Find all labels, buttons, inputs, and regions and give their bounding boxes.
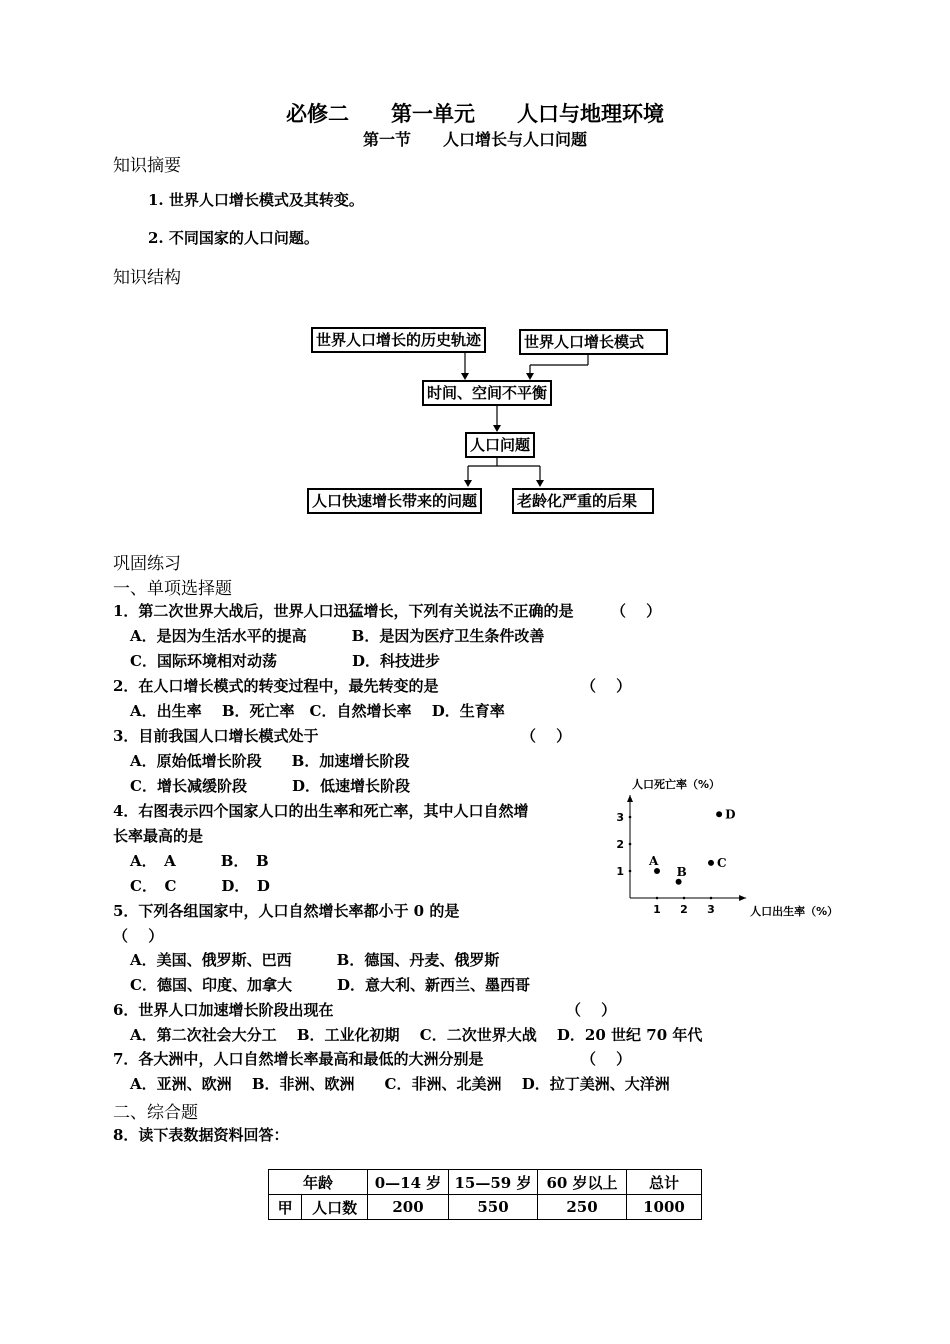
question-6-options: A．第二次社会大分工 B．工业化初期 C．二次世界大战 D．20 世纪 70 年代 [130,1026,703,1044]
table-header-cell: 年龄 [269,1170,368,1195]
x-tick-mark [710,897,713,900]
question-5: 5．下列各组国家中，人口自然增长率都小于 0 的是 [113,902,460,920]
table-cell: 1000 [627,1195,702,1220]
table-cell: 250 [538,1195,627,1220]
data-point [708,860,714,866]
data-point-label: C [717,855,727,870]
x-tick-label: 3 [707,903,715,916]
diagram-box-aging: 老龄化严重的后果 [512,488,654,514]
question-3-options-cd: C．增长减缓阶段 D．低速增长阶段 [130,777,410,795]
table-cell: 200 [368,1195,449,1220]
question-5-options-cd: C．德国、印度、加拿大 D．意大利、新西兰、墨西哥 [130,976,530,994]
question-6: 6．世界人口加速增长阶段出现在 （ ） [113,1001,617,1019]
table-cell: 甲 [269,1195,302,1220]
x-axis-arrow [739,895,746,901]
population-table [268,1169,702,1220]
question-7-options: A．亚洲、欧洲 B．非洲、欧洲 C．非洲、北美洲 D．拉丁美洲、大洋洲 [130,1075,670,1093]
diagram-box-imbalance: 时间、空间不平衡 [422,380,552,406]
section-1-heading: 一、单项选择题 [113,579,232,599]
table-header-row [269,1170,702,1195]
data-point [654,868,660,874]
question-3-options-ab: A．原始低增长阶段 B．加速增长阶段 [130,752,410,770]
question-2: 2．在人口增长模式的转变过程中，最先转变的是 （ ） [113,677,632,695]
question-1: 1．第二次世界大战后，世界人口迅猛增长，下列有关说法不正确的是 （ ） [113,602,662,620]
y-tick-label: 2 [616,838,624,851]
table-header-cell: 0—14 岁 [368,1170,449,1195]
x-tick-label: 1 [653,903,661,916]
y-tick-mark [629,870,632,873]
page-title: 必修二 第一单元 人口与地理环境 [286,101,664,126]
x-tick-mark [656,897,659,900]
diagram-box-problem: 人口问题 [465,432,535,458]
table-header-cell: 15—59 岁 [449,1170,538,1195]
question-7: 7．各大洲中，人口自然增长率最高和最低的大洲分别是 （ ） [113,1050,632,1068]
x-axis-label: 人口出生率（%） [750,905,839,918]
question-4-line-1: 4．右图表示四个国家人口的出生率和死亡率，其中人口自然增 [113,802,529,820]
diagram-box-history: 世界人口增长的历史轨迹 [311,327,486,353]
question-8: 8．读下表数据资料回答： [113,1126,289,1144]
data-point [716,811,722,817]
section-2-heading: 二、综合题 [113,1103,198,1123]
question-1-options-ab: A．是因为生活水平的提高 B．是因为医疗卫生条件改善 [130,627,545,645]
diagram-box-model: 世界人口增长模式 [519,329,668,355]
x-tick-label: 2 [680,903,688,916]
table-header-cell: 总计 [627,1170,702,1195]
question-4-line-2: 长率最高的是 [113,827,204,845]
question-5-options-ab: A．美国、俄罗斯、巴西 B．德国、丹麦、俄罗斯 [130,951,500,969]
practice-heading: 巩固练习 [113,554,181,574]
table-row [269,1195,702,1220]
y-tick-mark [629,843,632,846]
question-5-paren: （ ） [113,927,164,945]
diagram-box-rapid-growth: 人口快速增长带来的问题 [307,488,482,514]
page-subtitle: 第一节 人口增长与人口问题 [362,130,587,149]
table-cell: 人口数 [302,1195,368,1220]
question-1-options-cd: C．国际环境相对动荡 D．科技进步 [130,652,440,670]
question-2-options: A．出生率 B．死亡率 C．自然增长率 D．生育率 [130,702,505,720]
y-tick-mark [629,816,632,819]
data-point-label: B [676,864,687,879]
summary-heading: 知识摘要 [113,156,181,176]
question-4-options-cd: C． C D． D [130,877,270,895]
data-point-label: D [725,807,736,822]
data-point-label: A [649,854,659,868]
birth-death-rate-chart [605,768,865,928]
x-tick-mark [683,897,686,900]
question-4-options-ab: A． A B． B [130,852,269,870]
y-axis-label: 人口死亡率（%） [632,778,721,791]
y-tick-label: 1 [616,865,624,878]
data-point [676,879,682,885]
summary-item-2: 2. 不同国家的人口问题。 [148,229,319,247]
summary-item-1: 1. 世界人口增长模式及其转变。 [148,191,364,209]
question-3: 3．目前我国人口增长模式处于 （ ） [113,727,572,745]
structure-heading: 知识结构 [113,268,181,288]
y-tick-label: 3 [616,811,624,824]
table-cell: 550 [449,1195,538,1220]
y-axis-arrow [627,795,633,802]
table-header-cell: 60 岁以上 [538,1170,627,1195]
